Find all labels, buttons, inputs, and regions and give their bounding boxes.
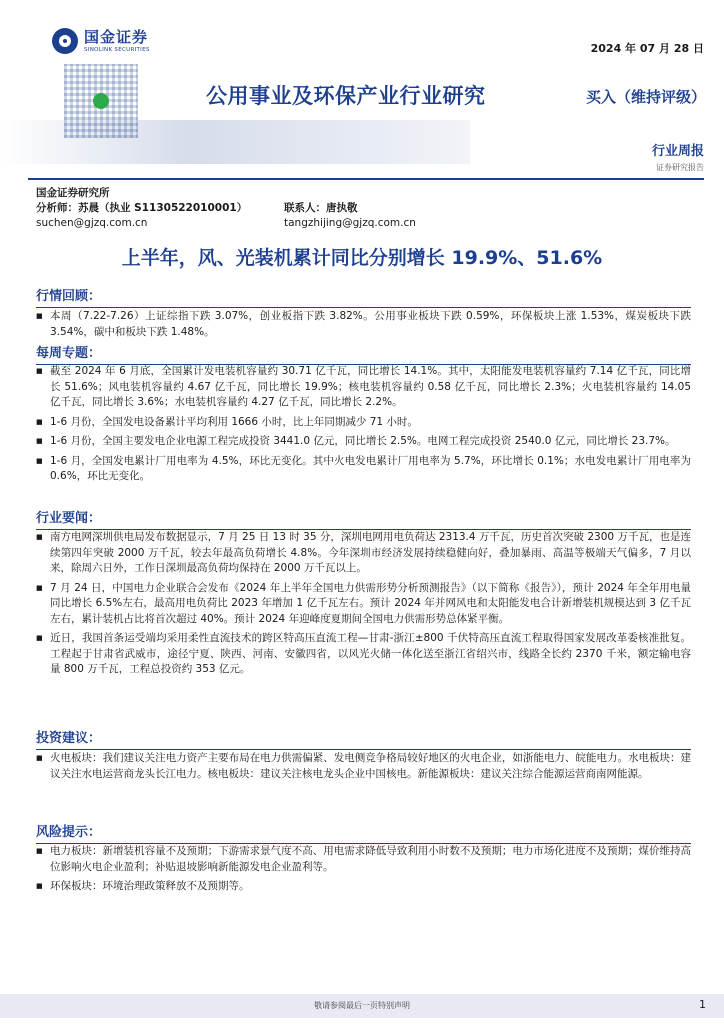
contact-name: 联系人：唐执敬	[284, 202, 358, 214]
analyst-info	[36, 186, 696, 231]
list-item: ■ 截至 2024 年 6 月底，全国累计发电装机容量约 30.71 亿千瓦，同比增长 14.1%。其中，太阳能发电装机容量约 7.14 亿千瓦，同比增长 51.6%；风电装机容量约 4.67 亿千瓦，同比增长 19.9%；核电装机容量约 0.58 亿千瓦，同比增长 2.3%；火电装机容量约 14.05 亿千瓦，同比增长 3.6%；水电装机容量约 4.27 亿千瓦，同比增长 2.2%。	[36, 364, 691, 411]
company-logo	[52, 28, 150, 54]
list-item: ■ 7 月 24 日，中国电力企业联合会发布《2024 年上半年全国电力供需形势分析预测报告》（以下简称《报告》），预计 2024 年全年用电量同比增长 6.5%左右，最高用电负荷比 2023 年增加 1 亿千瓦左右。预计 2024 年并网风电和太阳能发电合计新增装机规模达到 3 亿千瓦左右，累计装机占比将首次超过 40%。预计 2024 年迎峰度夏期间全国电力供需形势总体紧平衡。	[36, 581, 691, 628]
qr-code-icon	[64, 64, 138, 138]
invest-items	[36, 751, 691, 786]
bullet-icon: ■	[36, 847, 43, 855]
list-item: ■ 本周（7.22-7.26）上证综指下跌 3.07%，创业板指下跌 3.82%。公用事业板块下跌 0.59%，环保板块上涨 1.53%，煤炭板块下跌 3.54%，碳中和板块下跌 1.48%。	[36, 309, 691, 340]
section-title-market: 行情回顾：	[36, 289, 102, 304]
headline: 上半年，风、光装机累计同比分别增长 19.9%、51.6%	[121, 247, 603, 269]
logo-cn: 国金证券	[84, 27, 149, 46]
report-type: 行业周报	[651, 144, 704, 159]
logo-en: SINOLINK SECURITIES	[84, 46, 150, 53]
news-items	[36, 530, 691, 682]
list-item: ■ 火电板块：我们建议关注电力资产主要布局在电力供需偏紧、发电侧竞争格局较好地区的火电企业，如浙能电力、皖能电力。水电板块：建议关注水电运营商龙头长江电力。核电板块：建议关注核电龙头企业中国核电。新能源板块：建议关注综合能源运营商南网能源。	[36, 751, 691, 782]
section-risk	[36, 824, 691, 844]
report-title: 公用事业及环保产业行业研究	[206, 84, 486, 108]
contact-email[interactable]: tangzhijing@gjzq.com.cn	[284, 217, 416, 229]
bullet-icon: ■	[36, 312, 43, 320]
report-subtype: 证券研究报告	[656, 163, 704, 172]
list-item: ■ 南方电网深圳供电局发布数据显示，7 月 25 日 13 时 35 分，深圳电网用电负荷达 2313.4 万千瓦，历史首次突破 2300 万千瓦，也是连续第四年突破 2000 万千瓦，较去年最高负荷增长 4.8%。今年深圳市经济发展持续稳健向好，叠加暴雨、高温等极端天气偏多，7 月以来，除周六日外，工作日深圳最高负荷均保持在 2000 万千瓦以上。	[36, 530, 691, 577]
section-invest	[36, 730, 691, 750]
section-title-invest: 投资建议：	[36, 731, 102, 746]
section-title-news: 行业要闻：	[36, 511, 102, 526]
bullet-icon: ■	[36, 456, 43, 465]
section-rule	[36, 307, 691, 308]
bullet-icon: ■	[36, 437, 43, 445]
bullet-icon: ■	[36, 583, 43, 592]
section-rule	[36, 749, 691, 750]
list-item: ■ 1-6 月份，全国发电设备累计平均利用 1666 小时，比上年同期减少 71 小时。	[36, 415, 691, 431]
logo-mark-icon	[52, 28, 78, 54]
risk-items	[36, 844, 691, 899]
bullet-icon: ■	[36, 882, 43, 890]
section-market	[36, 288, 691, 308]
list-item: ■ 电力板块：新增装机容量不及预期；下游需求景气度不高、用电需求降低导致利用小时数不及预期；电力市场化进度不及预期；煤价维持高位影响火电企业盈利；补贴退坡影响新能源发电企业盈利等。	[36, 844, 691, 875]
section-title-risk: 风险提示：	[36, 825, 102, 840]
footer-disclaimer[interactable]: 敬请参阅最后一页特别声明	[314, 1001, 410, 1010]
list-item: ■ 近日，我国首条运受端均采用柔性直流技术的跨区特高压直流工程—甘肃-浙江±800 千伏特高压直流工程取得国家发展改革委核准批复。工程起于甘肃省武威市，途径宁夏、陕西、河南、安徽四省，以风光火储一体化送至浙江省绍兴市，线路全长约 2370 千米，额定输电容量 800 万千瓦，工程总投资约 353 亿元。	[36, 631, 691, 678]
weekly-items	[36, 364, 691, 489]
analyst-email[interactable]: suchen@gjzq.com.cn	[36, 217, 148, 229]
list-item: ■ 1-6 月份，全国主要发电企业电源工程完成投资 3441.0 亿元，同比增长 2.5%。电网工程完成投资 2540.0 亿元，同比增长 23.7%。	[36, 434, 691, 450]
section-news	[36, 510, 691, 530]
page-number: 1	[699, 998, 706, 1011]
research-institute: 国金证券研究所	[36, 187, 110, 199]
analyst-name: 分析师：苏晨（执业 S1130522010001）	[36, 202, 248, 214]
bullet-icon: ■	[36, 417, 43, 426]
list-item: ■ 环保板块：环境治理政策释放不及预期等。	[36, 879, 691, 895]
bullet-icon: ■	[36, 754, 43, 762]
section-title-weekly: 每周专题：	[36, 346, 102, 361]
qr-center-icon	[93, 93, 109, 109]
header-divider	[28, 178, 704, 180]
report-header	[0, 0, 724, 180]
rating: 买入（维持评级）	[585, 88, 706, 106]
report-date: 2024 年 07 月 28 日	[590, 42, 704, 55]
market-items	[36, 309, 691, 344]
bullet-icon: ■	[36, 367, 43, 375]
section-weekly	[36, 345, 691, 365]
list-item: ■ 1-6 月，全国发电累计厂用电率为 4.5%，环比无变化。其中火电发电累计厂用电率为 5.7%，环比增长 0.1%；水电发电累计厂用电率为 0.6%，环比无变化。	[36, 454, 691, 485]
bullet-icon: ■	[36, 533, 43, 541]
bullet-icon: ■	[36, 634, 43, 642]
